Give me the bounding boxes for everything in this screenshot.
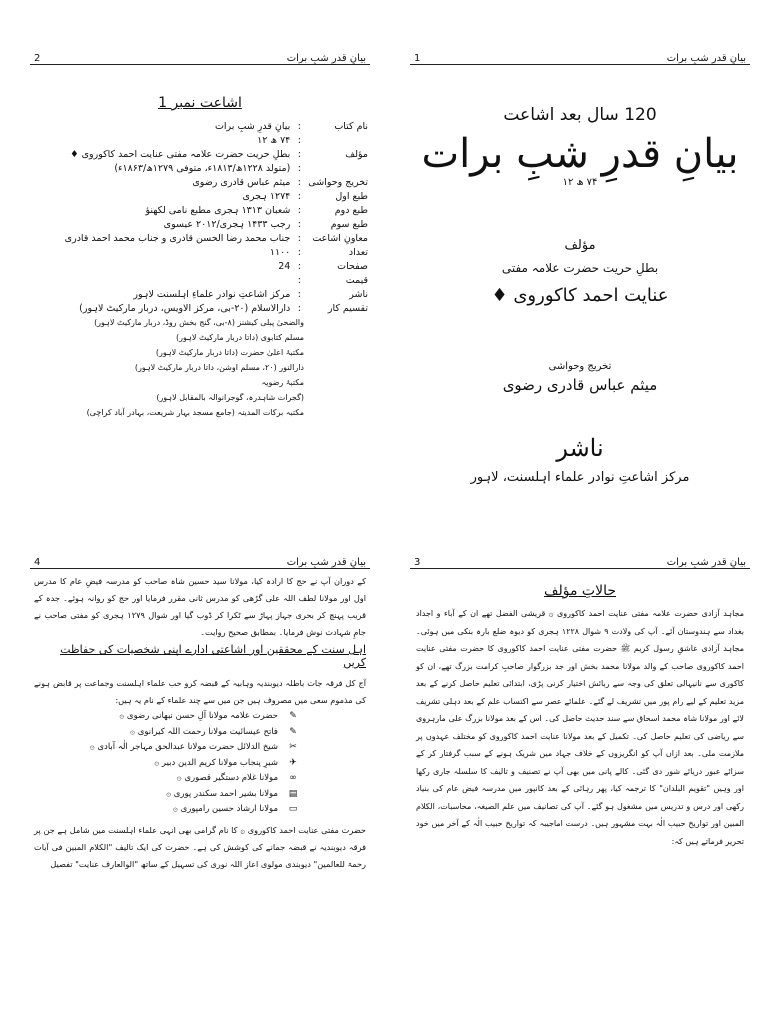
document-icon: ▤ (288, 788, 298, 799)
running-title: بیانِ قدرِ شبِ برات (286, 53, 366, 64)
colophon-key: تخریج وحواشی (308, 176, 368, 188)
colophon-value: بطلِ حریت حضرت علامہ مفتی عنایت احمد کاکوروی ♦ (70, 148, 291, 160)
colophon-row (30, 217, 370, 231)
colophon-key: صفحات (337, 260, 368, 272)
scholar-name: حضرت علامہ مولانا آلِ حسن نبھانی رضوی ۞ (119, 711, 278, 721)
scholar-name: مولانا بشیر احمد سکندر پوری ۞ (166, 788, 278, 799)
scholar-name: شیخ الدلائل حضرت مولانا عبدالحق مہاجر الٰہ آبادی ۞ (89, 742, 278, 752)
distributor-entry: (گجرات شاہدرہ، گوجرانوالہ بالمقابل لاہور) (156, 393, 304, 402)
running-title: بیانِ قدرِ شبِ برات (666, 53, 746, 64)
colophon-colon: : (297, 120, 301, 132)
colophon-colon: : (297, 232, 301, 244)
colophon-colon: : (297, 148, 301, 160)
colophon-colon: : (297, 190, 301, 202)
colophon-value: جناب محمد رضا الحسن قادری و جناب محمد احمد قادری (64, 232, 291, 244)
plane-icon: ✈ (289, 757, 297, 768)
scholar-item (34, 740, 300, 756)
colophon-value (30, 273, 292, 287)
biography-text: مجاہد آزادی حضرت علامہ مفتی عنایت احمد کاکوروی ۞ قریشی الفضل تھے ان کے آباء و اجداد بغداد سے ہندوستان آئے۔ آپ کی ولادت ۹ شوال ۱۲۲۸ ہجری کو دیوہ ضلع بارہ بنکی میں ہوئی۔ مجاہد آزادی عاشقِ رسول کریم ﷺ حضرت مفتی عنایت احمد کاکوروی کا حضرت مفتی عنایت احمد کاکوروی صاحب کے والد مولانا محمد بخش اور جد بزرگوار صاحبِ کرامت بزرگ تھے، ان کو کاکوری سے نانیہالی تعلق کی وجہ سے ربائش اختیار کرنی پڑی، ابتدائی تعلیم حاصل کرنے کے بعد مزید تعلیم کے لیے رام پور میں تشریف لے گئے۔ علمائے عصر سے اکتساب علم کے بعد دہلی تشریف لائے اور مولانا شاہ محمد اسحاق سے سند حدیث حاصل کی۔ اس کے بعد مولانا بزرگ علی مارہروی سے ریاضی کی تعلیم حاصل کی۔ تکمیل کے بعد مولانا عنایت احمد کاکوروی کو مختلف عہدوں پر ملازمت ملی۔ بعد ازاں آپ کو انگریزوں کے خلاف جہاد میں شریک ہونے کے سبب گرفتار کر کے سزائے عبور دریائے شور دی گئی۔ کالے پانی میں بھی آپ نے تصنیف و تالیف کا سلسلہ جاری رکھا اور وہیں "تقویم البلدان" کا ترجمہ کیا، پھر رہائی کے بعد کانپور میں مدرسہ فیض عام کی بنیاد رکھی اور درس و تدریس میں مشغول ہو گئے۔ آپ کی تصانیف میں علم الصیغہ، محاسبات، الکلام المبین اور تواریخ حبیب الٰہ بہت مشہور ہیں۔ درست اماجیبہ کہ تواریخ حبیب الٰہ کے آخر میں خود تحریر فرماتے ہیں کہ: (416, 609, 744, 846)
colophon-colon: : (297, 288, 301, 300)
distributor-entry: مکتبۂ رضویہ (261, 378, 304, 387)
edition-subtitle: 120 سال بعد اشاعت (503, 105, 657, 125)
colophon-value: مرکز اشاعتِ نوادر علماءِ اہلسنت لاہور (133, 288, 291, 300)
distributor-entry: والضحیٰ پبلی کیشنز (۸-بی، گنج بخش روڈ، دربار مارکیٹ لاہور) (94, 318, 304, 327)
paragraph-2: آج کل فرقہ جات باطلہ دیوبندیہ وہابیہ کے قبضہ کرو حب علماء اہلسنت وجماعت پر قابض ہونے کی مذموم سعی میں مصروف ہیں جن میں سے چند علماء کے نام یہ ہیں: (34, 678, 366, 705)
colophon-table (30, 119, 370, 315)
colophon-row (30, 245, 370, 259)
pen-icon: ✎ (289, 711, 297, 721)
page-number: 1 (414, 53, 421, 64)
page-3 (410, 552, 750, 1022)
colophon-row (30, 189, 370, 203)
colophon-row (30, 147, 370, 161)
title-date-marks: ۷۴ ھ ۱۲ (562, 177, 598, 188)
colophon-key: طبع اول (335, 190, 368, 202)
colophon-key: تقسیم کار (327, 302, 368, 314)
scholar-item (34, 756, 300, 772)
scholar-item (34, 725, 300, 741)
scholar-name: شیرِ پنجاب مولانا کریم الدین دبیر ۞ (154, 757, 278, 768)
scholar-item (34, 802, 300, 818)
colophon-value: دارالاسلام (۲۰-بی، مرکز الاویس، دربار مارکیٹ لاہور) (79, 302, 291, 314)
colophon-colon: : (297, 260, 301, 272)
colophon-colon: : (297, 162, 301, 174)
colophon-colon: : (297, 204, 301, 216)
section-heading: اہل سنت کے محققین اور اشاعتی ادارے اپنی شخصیات کی حفاظت کریں (60, 643, 366, 669)
author-label: مؤلف (564, 238, 596, 253)
colophon-value: ۱۱۰۰ (269, 246, 291, 258)
colophon-colon: : (297, 134, 301, 146)
colophon-value: میثم عباس قادری رضوی (192, 176, 291, 188)
scholar-name: مولانا غلام دستگیر قصوری ۞ (176, 773, 278, 783)
colophon-key (306, 161, 370, 175)
edition-heading: اشاعت نمبر 1 (158, 95, 242, 111)
scholar-name: مولانا ارشاد حسین رامپوری ۞ (172, 804, 278, 814)
distributor-entry: مسلم کتابوی (داتا دربار مارکیٹ لاہور) (176, 333, 304, 342)
colophon-row (30, 259, 370, 273)
colophon-value: بیانِ قدرِ شبِ برات (214, 120, 291, 132)
colophon-value: ۷۴ ھ ۱۲ (257, 134, 291, 146)
scholar-name: فاتح عیسائیت مولانا رحمت اللہ کیرانوی ۞ (130, 726, 278, 737)
glasses-icon: ∞ (289, 773, 297, 783)
scissors-icon: ✂ (289, 742, 297, 752)
page-4 (30, 552, 370, 1022)
colophon-row (30, 175, 370, 189)
paragraph-3: حضرت مفتی عنایت احمد کاکوروی ۞ کا نام گرامی بھی انہی علماء اہلسنت میں شامل ہے جن پر فرقہ دیوبندیہ نے قبضہ جمانے کی کوشش کی ہے۔ حضرت کی ایک تالیف "الکلام المبین فی آیات رحمۃ للعالمین" دیوبندی مولوی اعاز اللہ نوری کی تسہیل کے ساتھ "الوالعارف عنایت" تفصیل (34, 824, 366, 869)
colophon-row (30, 287, 370, 301)
colophon-value: ۱۲۷۴ ہجری (242, 190, 291, 202)
running-header (30, 552, 370, 569)
colophon-value: (متولد ۱۲۲۸ھ/۱۸۱۳ء، متوفی ۱۲۷۹ھ/۱۸۶۳ء) (114, 162, 291, 174)
scholar-list (30, 709, 370, 818)
page-number: 4 (34, 557, 41, 568)
colophon-row (30, 301, 370, 315)
page-number: 2 (34, 53, 41, 64)
colophon-row (30, 119, 370, 133)
book-icon: ▭ (288, 804, 298, 814)
colophon-key: ناشر (349, 288, 368, 300)
running-header (410, 552, 750, 569)
page-2 (30, 48, 370, 518)
colophon-value: رجب ۱۴۳۳ ہجری/۲۰۱۲ عیسوی (163, 218, 291, 230)
colophon-key (306, 133, 370, 147)
scholar-item (34, 787, 300, 803)
paragraph-1: کے دوران آپ نے حج کا ارادہ کیا، مولانا سید حسین شاہ صاحب کو مدرسہ فیضِ عام کا مدرس اول اور مولانا لطف اللہ علی گڑھی کو مدرس ثانی مقرر فرمایا اور حج کو روانہ ہوئے۔ جدہ کے قریب پہنچ کر بحری جہاز پہاڑ سے ٹکرا کر ڈوب گیا اور شوال ۱۲۷۹ ہجری کو مفتی صاحب نے جامِ شہادت نوش فرمایا۔ بمطابق صحیح روایت۔ (34, 576, 366, 637)
colophon-key: معاونِ اشاعت (312, 232, 368, 244)
pen-icon: ✎ (289, 726, 297, 737)
scholar-item (34, 709, 300, 725)
colophon-value: شعبان ۱۳۱۳ ہجری مطبع نامی لکھنؤ (145, 204, 291, 216)
biography-heading: حالاتِ مؤلف (543, 583, 617, 599)
author-honorific: بطلِ حریت حضرت علامہ مفتی (501, 261, 659, 275)
distributor-entry: دارالنور (۲۰، مسلم اوشن، داتا دربار مارکیٹ لاہور) (134, 363, 304, 372)
colophon-row (30, 231, 370, 245)
page-1-title (410, 48, 750, 518)
running-title: بیانِ قدرِ شبِ برات (286, 557, 366, 568)
colophon-row (30, 273, 370, 287)
colophon-colon: : (297, 176, 301, 188)
running-header (30, 48, 370, 65)
colophon-value: 24 (278, 260, 291, 272)
scholar-item (34, 771, 300, 787)
distributors-list (30, 315, 304, 420)
colophon-colon: : (297, 302, 301, 314)
running-title: بیانِ قدرِ شبِ برات (666, 557, 746, 568)
colophon-row (30, 133, 370, 147)
publisher-name: مرکز اشاعتِ نوادر علماء اہلسنت، لاہور (470, 470, 690, 485)
running-header (410, 48, 750, 65)
colophon-colon: : (297, 274, 301, 286)
distributor-entry: مکتبۂ اعلیٰ حضرت (داتا دربار مارکیٹ لاہور) (155, 348, 304, 357)
author-name: عنایت احمد کاکوروی ♦ (491, 285, 669, 306)
colophon-colon: : (297, 218, 301, 230)
colophon-key: تعداد (348, 246, 368, 258)
colophon-key: نام کتاب (334, 120, 368, 132)
book-title: بیانِ قدرِ شبِ برات (421, 131, 739, 177)
annotator-label: تخریج وحواشی (548, 361, 612, 372)
publisher-label: ناشر (556, 434, 604, 462)
colophon-colon: : (297, 246, 301, 258)
annotator-name: میثم عباس قادری رضوی (502, 376, 658, 394)
page-number: 3 (414, 557, 421, 568)
colophon-key: طبع دوم (334, 204, 368, 216)
colophon-key: طبع سوم (330, 218, 368, 230)
distributor-entry: مکتبہ برکات المدینہ (جامع مسجد بہار شریعت، بہادر آباد کراچی) (86, 408, 304, 417)
colophon-row (30, 203, 370, 217)
colophon-key: قیمت (345, 274, 368, 286)
colophon-key: مؤلف (345, 148, 368, 160)
colophon-row (30, 161, 370, 175)
